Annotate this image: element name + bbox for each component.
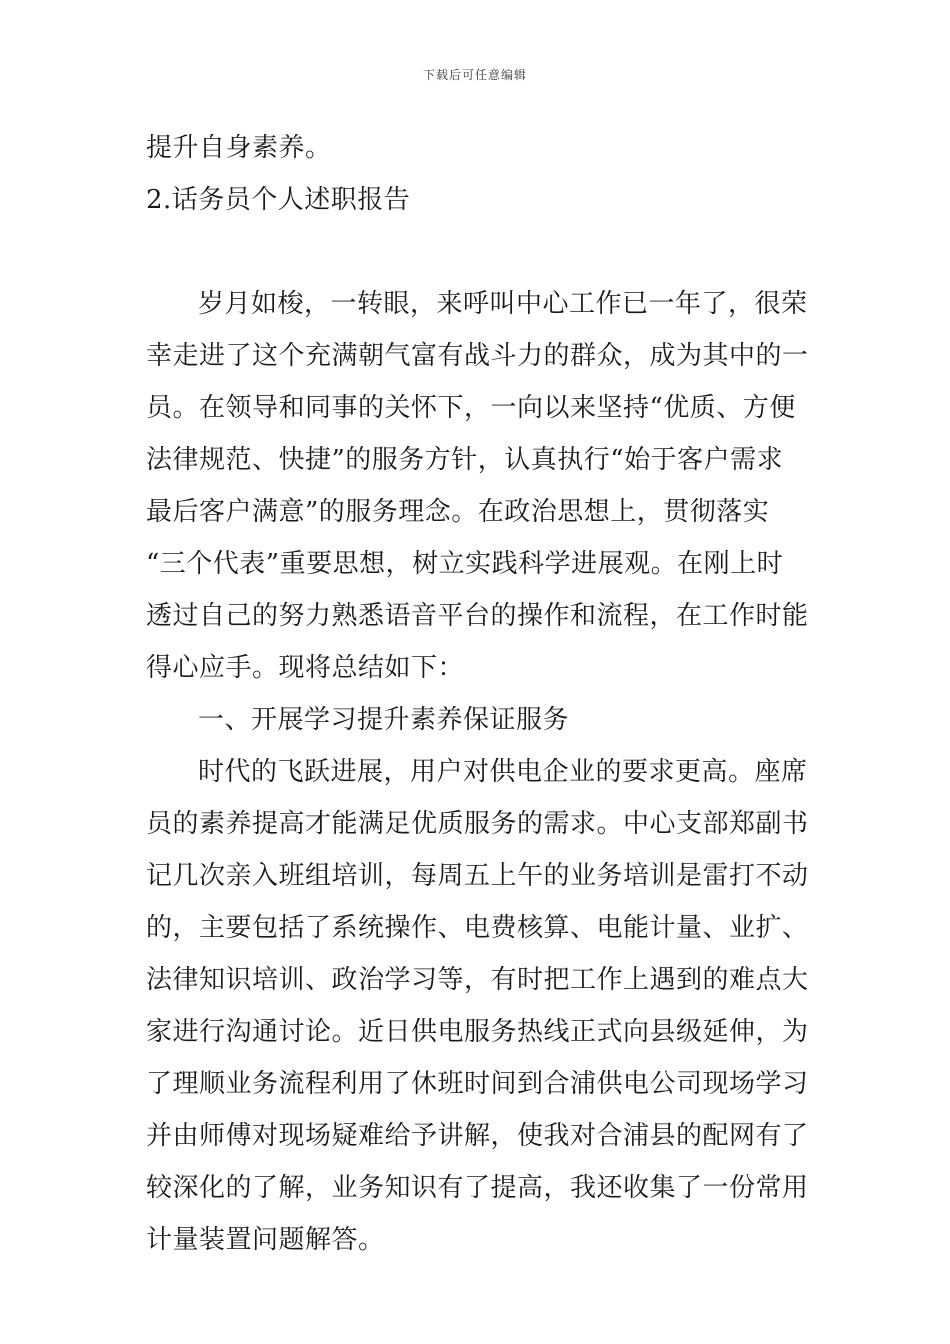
paragraph-line: “三个代表”重要思想，树立实践科学进展观。在刚上时 [146,549,784,579]
paragraph-line: 得心应手。现将总结如下： [146,653,465,683]
paragraph-line: 岁月如梭，一转眼，来呼叫中心工作已一年了，很荣 [198,289,808,319]
paragraph-line: 并由师傅对现场疑难给予讲解，使我对合浦县的配网有了 [146,1121,809,1151]
paragraph-line: 较深化的了解，业务知识有了提高，我还收集了一份常用 [146,1173,809,1203]
paragraph-line: 时代的飞跃进展，用户对供电企业的要求更高。座席 [198,757,808,787]
paragraph-line: 员的素养提高才能满足优质服务的需求。中心支部郑副书 [146,809,809,839]
page-header: 下载后可任意编辑 [422,68,527,82]
paragraph-line: 计量装置问题解答。 [146,1225,385,1255]
paragraph-line: 的，主要包括了系统操作、电费核算、电能计量、业扩、 [146,913,809,943]
document-body [146,122,809,1266]
paragraph-line: 最后客户满意”的服务理念。在政治思想上，贯彻落实 [146,497,770,527]
paragraph-line: 员。在领导和同事的关怀下，一向以来坚持“优质、方便 [146,393,796,423]
subsection-heading: 一、开展学习提升素养保证服务 [198,705,570,735]
paragraph-line: 提升自身素养。 [146,133,332,163]
paragraph-line: 了理顺业务流程利用了休班时间到合浦供电公司现场学习 [146,1069,809,1099]
paragraph-line: 法律规范、快捷”的服务方针，认真执行“始于客户需求 [146,445,784,475]
blank-line [146,226,806,278]
paragraph-line: 透过自己的努力熟悉语音平台的操作和流程，在工作时能 [146,601,809,631]
paragraph-line: 记几次亲入班组培训，每周五上午的业务培训是雷打不动 [146,861,809,891]
paragraph-line: 法律知识培训、政治学习等，有时把工作上遇到的难点大 [146,965,809,995]
paragraph-line: 家进行沟通讨论。近日供电服务热线正式向县级延伸，为 [146,1017,809,1047]
paragraph-line: 幸走进了这个充满朝气富有战斗力的群众，成为其中的一 [146,341,809,371]
section-title: 2.话务员个人述职报告 [146,185,411,215]
